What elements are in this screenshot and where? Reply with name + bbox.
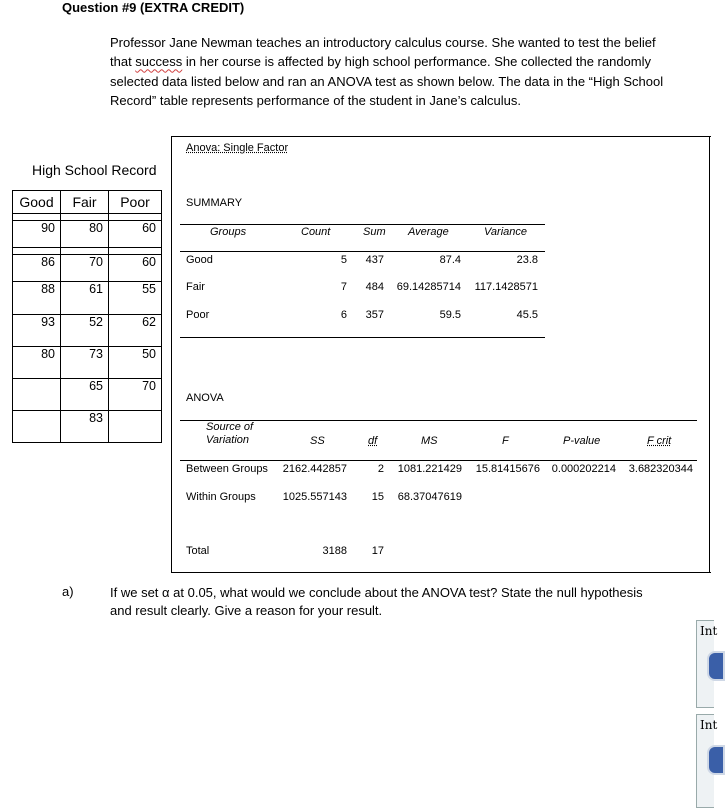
anova-label: ANOVA	[186, 392, 224, 404]
gadget-label: Int	[700, 624, 718, 638]
summary-header-average: Average	[408, 226, 449, 238]
summary-variance: 117.1428571	[474, 281, 538, 293]
summary-group-good: Good	[186, 254, 213, 266]
intro-text: that	[110, 54, 136, 70]
summary-average: 87.4	[439, 254, 461, 266]
summary-header-sum: Sum	[363, 226, 386, 238]
summary-average: 69.14285714	[396, 281, 461, 293]
hs-gap-row	[13, 248, 162, 255]
summary-group-poor: Poor	[186, 309, 210, 321]
hs-cell: 73	[61, 347, 109, 379]
table-row	[13, 221, 162, 248]
hs-cell: 60	[109, 221, 162, 248]
hs-cell: 90	[13, 221, 61, 248]
question-a-text	[110, 584, 700, 620]
table-row	[13, 411, 162, 443]
anova-header-pvalue: P-value	[563, 435, 601, 447]
table-row	[13, 255, 162, 282]
hs-header-poor: Poor	[109, 191, 162, 214]
intro-paragraph	[110, 33, 700, 110]
gadget-icon	[707, 745, 725, 775]
table-row	[13, 315, 162, 347]
summary-header-count: Count	[301, 226, 331, 238]
anova-within-ss: 1025.557143	[282, 491, 347, 503]
summary-header-groups: Groups	[210, 226, 247, 238]
anova-between-label: Between Groups	[186, 463, 268, 475]
hs-cell: 61	[61, 282, 109, 315]
fcrit-text: F crit	[647, 435, 672, 447]
anova-word: Anova: Single Factor	[186, 142, 289, 154]
summary-count: 5	[340, 254, 347, 266]
hs-cell: 70	[109, 379, 162, 411]
hs-cell: 55	[109, 282, 162, 315]
anova-between-f: 15.81415676	[475, 463, 540, 475]
summary-sum: 437	[365, 254, 384, 266]
anova-between-fcrit: 3.682320344	[628, 463, 693, 475]
hs-cell: 88	[13, 282, 61, 315]
hs-cell: 52	[61, 315, 109, 347]
hs-table-title: High School Record	[32, 162, 157, 178]
misspelled-word: success	[135, 54, 183, 70]
anova-total-ss: 3188	[322, 545, 347, 557]
anova-within-label: Within Groups	[186, 491, 256, 503]
anova-between-ms: 1081.221429	[397, 463, 462, 475]
summary-variance: 23.8	[516, 254, 538, 266]
side-gadget-1[interactable]	[696, 620, 718, 708]
gadget-icon	[707, 651, 725, 681]
hs-cell: 83	[61, 411, 109, 443]
anova-header-f: F	[502, 435, 509, 447]
anova-header-ms: MS	[421, 435, 438, 447]
summary-count: 6	[340, 309, 347, 321]
summary-group-fair: Fair	[186, 281, 205, 293]
table-row	[13, 379, 162, 411]
hs-cell: 80	[61, 221, 109, 248]
anova-header-fcrit	[647, 435, 671, 447]
intro-line-2	[110, 52, 700, 71]
hs-record-table	[12, 190, 162, 443]
anova-top-rule	[180, 420, 697, 421]
summary-header-variance: Variance	[484, 226, 528, 238]
df-text: df	[368, 435, 378, 447]
summary-top-rule	[180, 224, 545, 225]
hs-cell: 70	[61, 255, 109, 282]
summary-sum: 357	[365, 309, 384, 321]
anova-output-box	[171, 136, 711, 573]
hs-cell: 65	[61, 379, 109, 411]
hs-cell: 60	[109, 255, 162, 282]
anova-total-label: Total	[186, 545, 210, 557]
anova-header-rule	[180, 460, 697, 461]
table-row	[13, 282, 162, 315]
question-a-line-1: If we set α at 0.05, what would we conclude about the ANOVA test? State the null hypothesis	[110, 585, 643, 600]
intro-line-3: selected data listed below and ran an ANOVA test as shown below. The data in the “High School	[110, 73, 664, 89]
anova-between-ss: 2162.442857	[282, 463, 347, 475]
question-a-line-2: and result clearly. Give a reason for your result.	[110, 603, 383, 618]
hs-cell: 93	[13, 315, 61, 347]
anova-within-df: 15	[371, 491, 384, 503]
anova-header-ss: SS	[310, 435, 325, 447]
hs-cell	[13, 379, 61, 411]
hs-cell: 80	[13, 347, 61, 379]
summary-header-rule	[180, 251, 545, 252]
source-line-2: Variation	[206, 434, 250, 446]
hs-header-good: Good	[13, 191, 61, 214]
hs-cell	[13, 411, 61, 443]
hs-cell: 86	[13, 255, 61, 282]
anova-between-pvalue: 0.000202214	[551, 463, 616, 475]
question-title: Question #9 (EXTRA CREDIT)	[62, 0, 245, 15]
hs-header-fair: Fair	[61, 191, 109, 214]
anova-heading	[186, 142, 288, 154]
question-a-label: a)	[62, 584, 74, 599]
summary-variance: 45.5	[516, 309, 538, 321]
source-line-1: Source of	[206, 421, 254, 433]
summary-count: 7	[340, 281, 347, 293]
intro-line-1: Professor Jane Newman teaches an introductory calculus course. She wanted to test the belief	[110, 35, 656, 50]
anova-within-ms: 68.37047619	[397, 491, 462, 503]
side-gadget-2[interactable]	[696, 714, 718, 808]
hs-header-row	[13, 191, 162, 214]
anova-between-df: 2	[377, 463, 384, 475]
hs-cell: 50	[109, 347, 162, 379]
gadget-label: Int	[700, 718, 718, 732]
anova-header-source	[206, 421, 253, 447]
hs-cell	[109, 411, 162, 443]
hs-gap-row	[13, 214, 162, 221]
intro-line-4: Record” table represents performance of the student in Jane’s calculus.	[110, 92, 521, 108]
summary-bottom-rule	[180, 337, 545, 338]
hs-cell: 62	[109, 315, 162, 347]
anova-header-df	[368, 435, 377, 447]
summary-average: 59.5	[439, 309, 461, 321]
summary-label: SUMMARY	[186, 197, 243, 209]
intro-text: in her course is affected by high school performance. She collected the randomly	[182, 54, 652, 70]
anova-box-border	[709, 136, 710, 572]
summary-sum: 484	[365, 281, 384, 293]
anova-total-df: 17	[371, 545, 384, 557]
table-row	[13, 347, 162, 379]
